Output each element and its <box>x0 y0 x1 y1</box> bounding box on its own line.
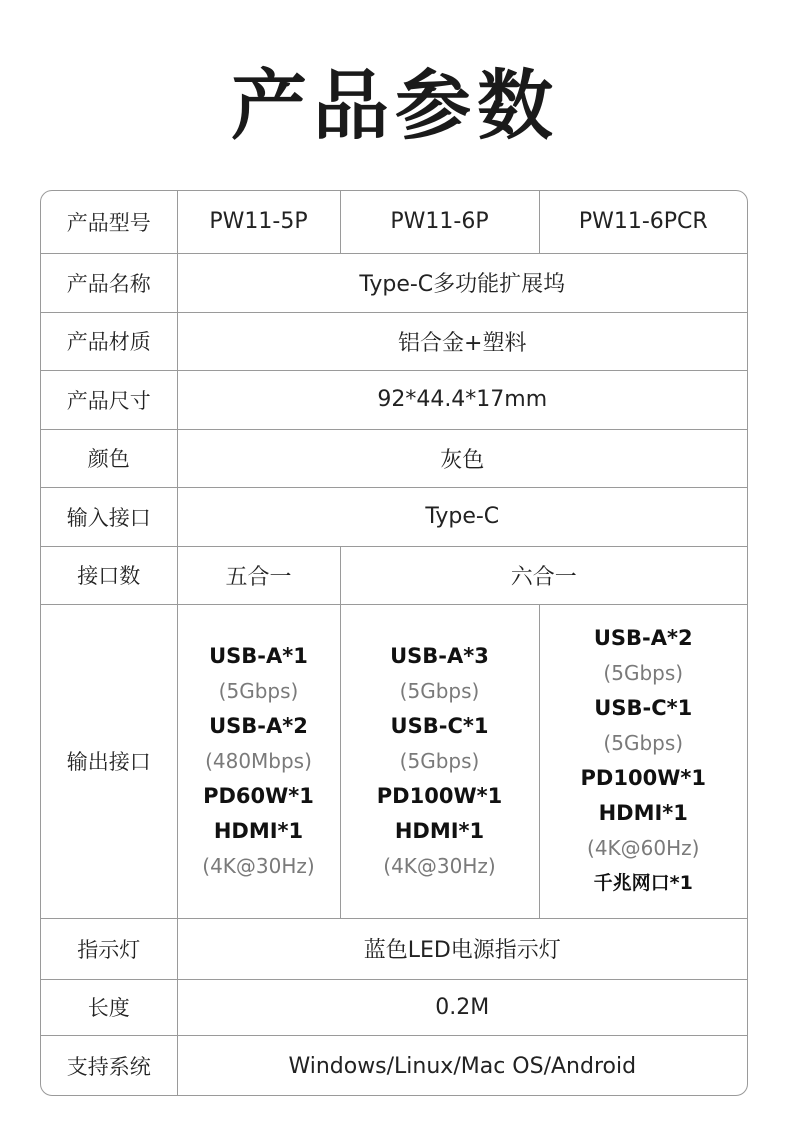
spec-note: (5Gbps) <box>399 678 480 703</box>
spec-note: (4K@30Hz) <box>202 853 315 878</box>
spec-line: PD60W*1 <box>203 783 314 808</box>
row-value: Windows/Linux/Mac OS/Android <box>177 1035 747 1096</box>
row-length <box>41 979 747 1035</box>
row-label: 产品名称 <box>41 253 177 312</box>
spec-note: (4K@60Hz) <box>587 836 700 860</box>
row-os <box>41 1035 747 1096</box>
spec-line: HDMI*1 <box>213 818 304 843</box>
row-value: 铝合金+塑料 <box>177 312 747 370</box>
row-label: 接口数 <box>41 546 177 604</box>
row-value: 蓝色LED电源指示灯 <box>177 918 747 979</box>
spec-line: HDMI*1 <box>394 818 485 843</box>
row-output <box>41 604 747 918</box>
row-color <box>41 429 747 487</box>
model-cell: PW11-5P <box>177 191 340 253</box>
row-indicator <box>41 918 747 979</box>
row-label: 支持系统 <box>41 1035 177 1096</box>
row-label: 产品尺寸 <box>41 370 177 429</box>
spec-line: PD100W*1 <box>376 783 503 808</box>
row-label: 输入接口 <box>41 487 177 546</box>
spec-line: USB-A*2 <box>209 713 308 738</box>
row-label: 指示灯 <box>41 918 177 979</box>
spec-note: (5Gbps) <box>603 661 684 685</box>
spec-note: (5Gbps) <box>399 748 480 773</box>
row-value: Type-C多功能扩展坞 <box>177 253 747 312</box>
spec-note: (5Gbps) <box>603 731 684 755</box>
spec-note: (480Mbps) <box>205 748 312 773</box>
spec-note: (5Gbps) <box>218 678 299 703</box>
page-title: 产品参数 <box>231 61 559 150</box>
row-label: 颜色 <box>41 429 177 487</box>
row-value: 92*44.4*17mm <box>177 370 747 429</box>
row-value: 0.2M <box>177 979 747 1035</box>
row-value: 灰色 <box>177 429 747 487</box>
row-input <box>41 487 747 546</box>
row-size <box>41 370 747 429</box>
output-col-5p <box>177 604 340 918</box>
spec-line: USB-A*2 <box>593 626 693 650</box>
row-value: Type-C <box>177 487 747 546</box>
spec-line: HDMI*1 <box>598 801 688 825</box>
spec-line: USB-C*1 <box>390 713 489 738</box>
row-label: 长度 <box>41 979 177 1035</box>
model-cell: PW11-6P <box>340 191 539 253</box>
spec-line: USB-C*1 <box>594 696 693 720</box>
spec-note: (4K@30Hz) <box>383 853 496 878</box>
row-material <box>41 312 747 370</box>
output-col-6p <box>340 604 539 918</box>
row-label: 产品型号 <box>41 191 177 253</box>
spec-line: PD100W*1 <box>580 766 706 790</box>
row-label: 产品材质 <box>41 312 177 370</box>
spec-line: USB-A*1 <box>209 643 308 668</box>
row-model <box>41 191 747 253</box>
model-cell: PW11-6PCR <box>539 191 747 253</box>
output-col-6pcr <box>539 604 747 918</box>
spec-table <box>40 190 748 1096</box>
row-name <box>41 253 747 312</box>
ports-cell: 六合一 <box>340 546 747 604</box>
row-label: 输出接口 <box>41 604 177 918</box>
spec-line: USB-A*3 <box>390 643 489 668</box>
row-ports <box>41 546 747 604</box>
spec-line: 千兆网口*1 <box>593 872 693 894</box>
ports-cell: 五合一 <box>177 546 340 604</box>
